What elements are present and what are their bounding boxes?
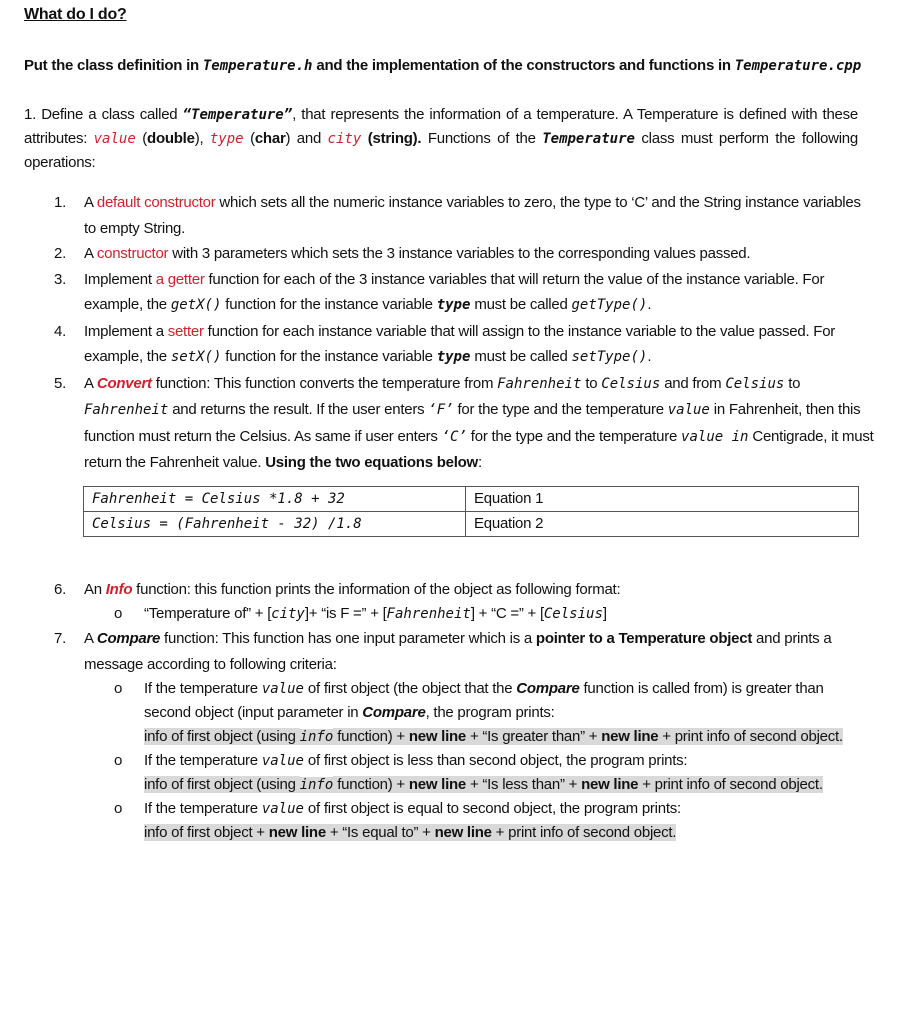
sub-list-item bbox=[114, 602, 874, 626]
text-run: + print info of second object. bbox=[658, 728, 843, 745]
text-run: new line bbox=[408, 728, 467, 745]
text-run: Celsius bbox=[601, 375, 661, 392]
text-run: ( bbox=[243, 130, 255, 147]
text-run: a getter bbox=[155, 270, 205, 288]
text-run: must be called bbox=[470, 296, 572, 313]
sub-list-item bbox=[114, 677, 874, 749]
text-run: info of first object (using bbox=[144, 776, 300, 793]
text-run: (string). bbox=[367, 130, 422, 147]
sub-list-item bbox=[114, 797, 874, 845]
text-run: If the temperature bbox=[144, 752, 262, 769]
text-run: 1. Define a class called bbox=[24, 106, 183, 123]
text-run: double bbox=[147, 130, 195, 147]
text-run: , the program prints: bbox=[425, 704, 555, 721]
text-run: Compare bbox=[362, 704, 426, 721]
text-run: Compare bbox=[516, 680, 580, 697]
text-run: ]+ “is F =” + [ bbox=[304, 605, 387, 622]
text-run: info of first object + bbox=[144, 824, 269, 841]
text-run: + print info of second object. bbox=[491, 824, 677, 841]
operations-list bbox=[24, 190, 874, 845]
text-run: getType() bbox=[571, 297, 648, 313]
text-run: default constructor bbox=[96, 194, 216, 211]
equation-formula: Celsius = (Fahrenheit - 32) /1.8 bbox=[84, 511, 466, 536]
text-run: must be called bbox=[470, 348, 572, 365]
item-text bbox=[84, 323, 835, 366]
intro-paragraph bbox=[24, 54, 887, 78]
text-run: function) + bbox=[333, 728, 409, 745]
text-run: value bbox=[261, 681, 304, 697]
equation-formula: Fahrenheit = Celsius *1.8 + 32 bbox=[84, 486, 466, 511]
text-run: + “Is greater than” + bbox=[466, 728, 602, 745]
item-number: 5. bbox=[54, 374, 67, 392]
text-run: Temperature.cpp bbox=[734, 58, 862, 74]
item-text bbox=[84, 630, 831, 673]
equation-row bbox=[84, 511, 859, 536]
text-run: + print info of second object. bbox=[638, 776, 823, 793]
text-run: and returns the result. If the user enters bbox=[168, 401, 429, 418]
text-run: Fahrenheit bbox=[497, 375, 582, 392]
text-run: setType() bbox=[571, 349, 648, 365]
text-run: function for the instance variable bbox=[221, 348, 437, 365]
text-run: of first object is less than second object, the program prints: bbox=[303, 752, 688, 769]
equations-table bbox=[83, 486, 859, 537]
text-run: Info bbox=[105, 580, 133, 598]
text-run: Implement bbox=[84, 270, 156, 288]
item-text bbox=[84, 375, 874, 472]
text-run: . bbox=[647, 348, 652, 365]
list-item bbox=[54, 371, 874, 537]
text-run: value bbox=[261, 801, 304, 817]
text-run: new line bbox=[434, 824, 492, 841]
text-run: Temperature.h bbox=[202, 58, 313, 74]
text-run: function for the instance variable bbox=[221, 296, 437, 313]
text-run: Implement a bbox=[84, 322, 168, 340]
heading: What do I do? bbox=[24, 6, 127, 23]
text-run: and prints a message according to following criteria: bbox=[84, 630, 832, 673]
text-run: Celsius bbox=[543, 606, 603, 622]
text-run: function: This function converts the temperature from bbox=[151, 374, 498, 392]
text-run: for the type and the temperature bbox=[466, 427, 682, 445]
text-run: , that represents the information of a temperature. A Temperature is defined with these attributes: bbox=[24, 106, 858, 147]
text-run: and from bbox=[660, 374, 726, 392]
text-run: and the implementation of the constructors and functions in bbox=[312, 57, 735, 74]
text-run: . bbox=[647, 296, 652, 313]
text-run: char bbox=[254, 130, 286, 147]
text-run: new line bbox=[581, 776, 639, 793]
text-run: : bbox=[477, 454, 482, 471]
bullet-icon: o bbox=[114, 800, 123, 817]
text-run: function is called from) is greater than second object (input parameter in bbox=[144, 680, 824, 721]
text-run: to bbox=[784, 374, 801, 392]
equation-label: Equation 2 bbox=[466, 511, 859, 536]
text-run: If the temperature bbox=[144, 680, 262, 697]
text-run: ‘C’ bbox=[441, 428, 467, 445]
item-number: 4. bbox=[54, 322, 67, 340]
text-run: type bbox=[436, 297, 471, 313]
item-text bbox=[84, 194, 861, 237]
item-number: 1. bbox=[54, 194, 67, 211]
text-run: “Temperature” bbox=[182, 107, 293, 123]
text-run: info bbox=[299, 729, 334, 745]
text-run: Convert bbox=[96, 374, 152, 392]
text-run: for the type and the temperature bbox=[453, 401, 668, 418]
text-run: with 3 parameters which sets the 3 instance variables to the corresponding values passed. bbox=[168, 245, 751, 262]
text-run: function for each of the 3 instance variables that will return the value of the instance variable. For example, the bbox=[84, 270, 825, 313]
text-run: + “Is equal to” + bbox=[325, 824, 435, 841]
spacer bbox=[84, 537, 874, 577]
text-run: value bbox=[93, 131, 136, 147]
text-run: Celsius bbox=[725, 375, 785, 392]
text-run: type bbox=[436, 349, 471, 365]
text-run: “Temperature of” + [ bbox=[144, 605, 272, 622]
bullet-icon: o bbox=[114, 752, 123, 769]
text-run: If the temperature bbox=[144, 800, 262, 817]
sub-list-item bbox=[114, 749, 874, 797]
text-run: new line bbox=[408, 776, 467, 793]
text-run: An bbox=[84, 580, 106, 598]
text-run: Temperature bbox=[542, 131, 635, 147]
text-run: Compare bbox=[96, 630, 161, 647]
text-run: function for each instance variable that will assign to the instance variable to the value passed. For example, the bbox=[84, 322, 836, 365]
text-run: A bbox=[84, 245, 97, 262]
text-run: new line bbox=[268, 824, 326, 841]
class-definition-paragraph bbox=[24, 103, 858, 174]
text-run: setX() bbox=[170, 349, 222, 365]
sub-list bbox=[84, 677, 874, 845]
text-run: pointer to a Temperature object bbox=[535, 630, 753, 647]
text-run: A bbox=[84, 374, 97, 392]
text-run: Functions of the bbox=[421, 130, 543, 147]
text-run: Fahrenheit bbox=[84, 402, 169, 418]
equation-label: Equation 1 bbox=[466, 486, 859, 511]
text-run: setter bbox=[167, 322, 204, 340]
text-run: constructor bbox=[96, 245, 169, 262]
text-run: class must perform the following operations: bbox=[24, 130, 858, 171]
text-run: new line bbox=[601, 728, 659, 745]
item-text bbox=[84, 581, 620, 598]
item-number: 3. bbox=[54, 270, 67, 288]
list-item bbox=[54, 319, 874, 371]
text-run: to bbox=[581, 374, 602, 392]
list-item bbox=[54, 577, 874, 627]
list-item bbox=[54, 626, 874, 845]
item-number: 7. bbox=[54, 630, 67, 647]
text-run: ] bbox=[602, 605, 607, 622]
item-text bbox=[84, 245, 750, 262]
text-run: ] + “C =” + [ bbox=[470, 605, 544, 622]
text-run: city bbox=[271, 606, 305, 622]
text-run: value in bbox=[681, 428, 749, 445]
text-run: value bbox=[261, 753, 304, 769]
text-run: Using the two equations below bbox=[265, 454, 478, 471]
item-text bbox=[84, 271, 824, 314]
text-run: ‘F’ bbox=[428, 402, 454, 418]
text-run: + “Is less than” + bbox=[466, 776, 582, 793]
text-run: function: This function has one input parameter which is a bbox=[160, 630, 536, 647]
list-item bbox=[54, 190, 874, 241]
text-run: which sets all the numeric instance variables to zero, the type to ‘C’ and the String instance variables to empty String. bbox=[84, 194, 861, 237]
bullet-icon: o bbox=[114, 605, 123, 622]
equation-row bbox=[84, 486, 859, 511]
text-run: type bbox=[209, 131, 244, 147]
text-run: function: this function prints the information of the object as following format: bbox=[132, 580, 621, 598]
list-item bbox=[54, 241, 874, 267]
text-run: ( bbox=[135, 130, 148, 147]
text-run: Put the class definition in bbox=[24, 57, 203, 74]
text-run: Fahrenheit bbox=[386, 606, 471, 622]
item-number: 6. bbox=[54, 580, 67, 598]
text-run: A bbox=[84, 194, 97, 211]
bullet-icon: o bbox=[114, 680, 123, 697]
sub-list bbox=[84, 602, 874, 626]
text-run: function) + bbox=[333, 776, 409, 793]
text-run: getX() bbox=[170, 297, 222, 313]
text-run: A bbox=[84, 630, 97, 647]
text-run: of first object (the object that the bbox=[303, 680, 517, 697]
item-number: 2. bbox=[54, 245, 67, 262]
text-run: of first object is equal to second object, the program prints: bbox=[303, 800, 681, 817]
list-item bbox=[54, 267, 874, 319]
text-run: info bbox=[299, 777, 334, 793]
text-run: info of first object (using bbox=[144, 728, 300, 745]
text-run: Centigrade, it must return the Fahrenheit value. bbox=[84, 427, 874, 471]
text-run: in Fahrenheit, then this function must return the Celsius. As same if user enters bbox=[84, 401, 861, 445]
text-run: ) and bbox=[285, 130, 328, 147]
text-run: value bbox=[667, 402, 710, 418]
text-run: ), bbox=[194, 130, 210, 147]
text-run: city bbox=[327, 131, 362, 147]
